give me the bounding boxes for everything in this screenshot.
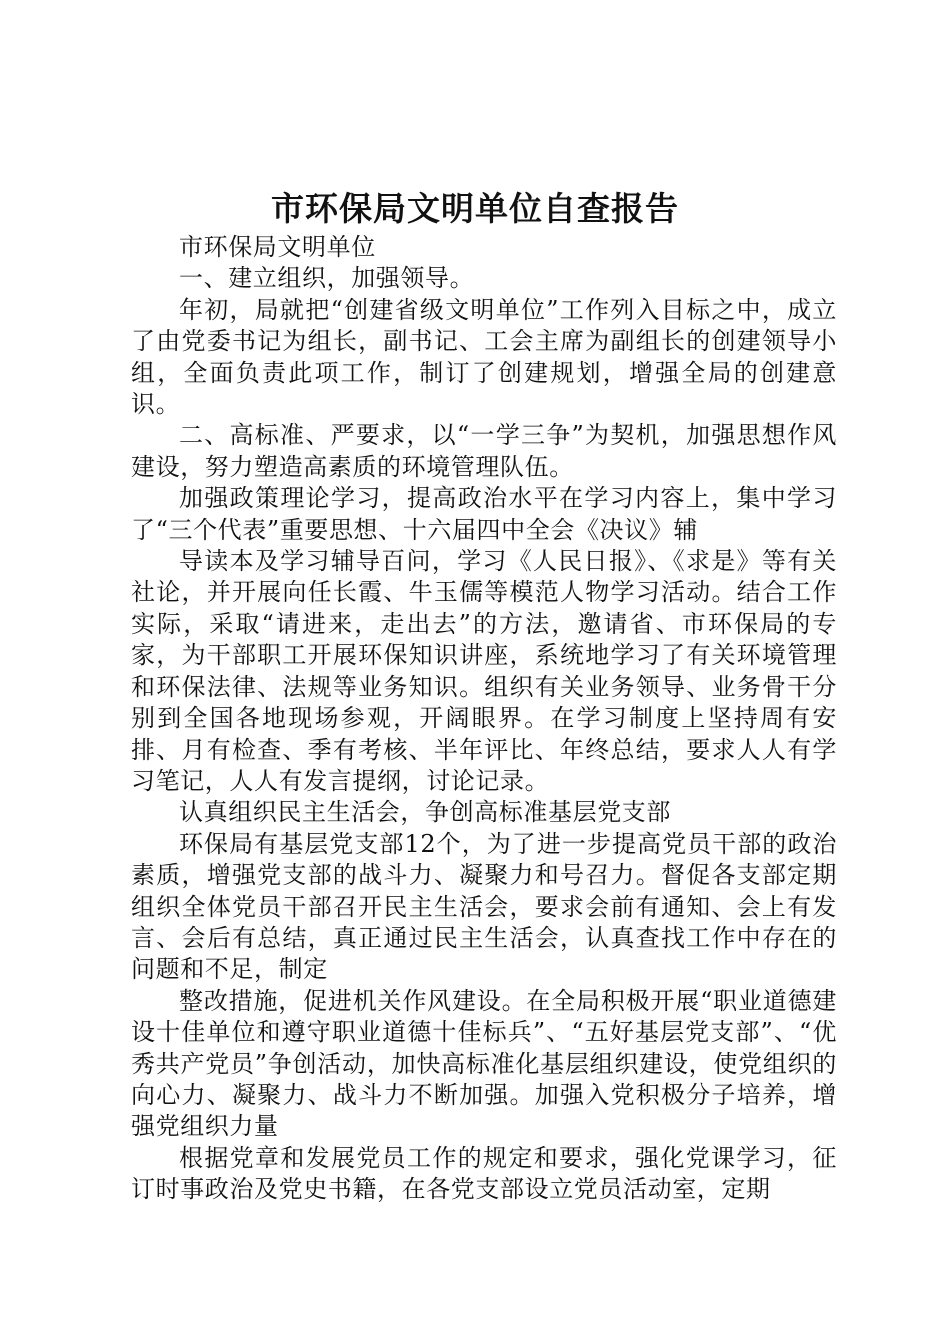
paragraph: 加强政策理论学习，提高政治水平在学习内容上，集中学习了“三个代表”重要思想、十六届四中全会《决议》辅: [131, 484, 837, 544]
document-title: 市环保局文明单位自查报告: [271, 189, 679, 228]
section-heading: 一、建立组织，加强领导。: [179, 264, 475, 293]
paragraph: 年初，局就把“创建省级文明单位”工作列入目标之中，成立了由党委书记为组长，副书记、工会主席为副组长的创建领导小组，全面负责此项工作，制订了创建规划，增强全局的创建意识。: [131, 295, 837, 419]
subsection-heading: 认真组织民主生活会，争创高标准基层党支部: [179, 798, 671, 827]
section-heading: 二、高标准、严要求，以“一学三争”为契机，加强思想作风建设，努力塑造高素质的环境管理队伍。: [131, 421, 837, 481]
paragraph: 导读本及学习辅导百问，学习《人民日报》、《求是》等有关社论，并开展向任长霞、牛玉儒等模范人物学习活动。结合工作实际，采取“请进来，走出去”的方法，邀请省、市环保局的专家，为干部职工开展环保知识讲座，系统地学习了有关环境管理和环保法律、法规等业务知识。组织有关业务领导、业务骨干分别到全国各地现场参观，开阔眼界。在学习制度上坚持周有安排、月有检查、季有考核、半年评比、年终总结，要求人人有学习笔记，人人有发言提纲，讨论记录。: [131, 547, 837, 795]
paragraph: 整改措施，促进机关作风建设。在全局积极开展“职业道德建设十佳单位和遵守职业道德十佳标兵”、“五好基层党支部”、“优秀共产党员”争创活动，加快高标准化基层组织建设，使党组织的向心力、凝聚力、战斗力不断加强。加强入党积极分子培养，增强党组织力量: [131, 986, 837, 1141]
paragraph: 根据党章和发展党员工作的规定和要求，强化党课学习，征订时事政治及党史书籍，在各党支部设立党员活动室，定期: [131, 1143, 837, 1204]
paragraph: 环保局有基层党支部12个，为了进一步提高党员干部的政治素质，增强党支部的战斗力、凝聚力和号召力。督促各支部定期组织全体党员干部召开民主生活会，要求会前有通知、会上有发言、会后有总结，真正通过民主生活会，认真查找工作中存在的问题和不足，制定: [131, 829, 837, 984]
paragraph: 市环保局文明单位: [179, 233, 376, 261]
document-body: [131, 232, 837, 1206]
